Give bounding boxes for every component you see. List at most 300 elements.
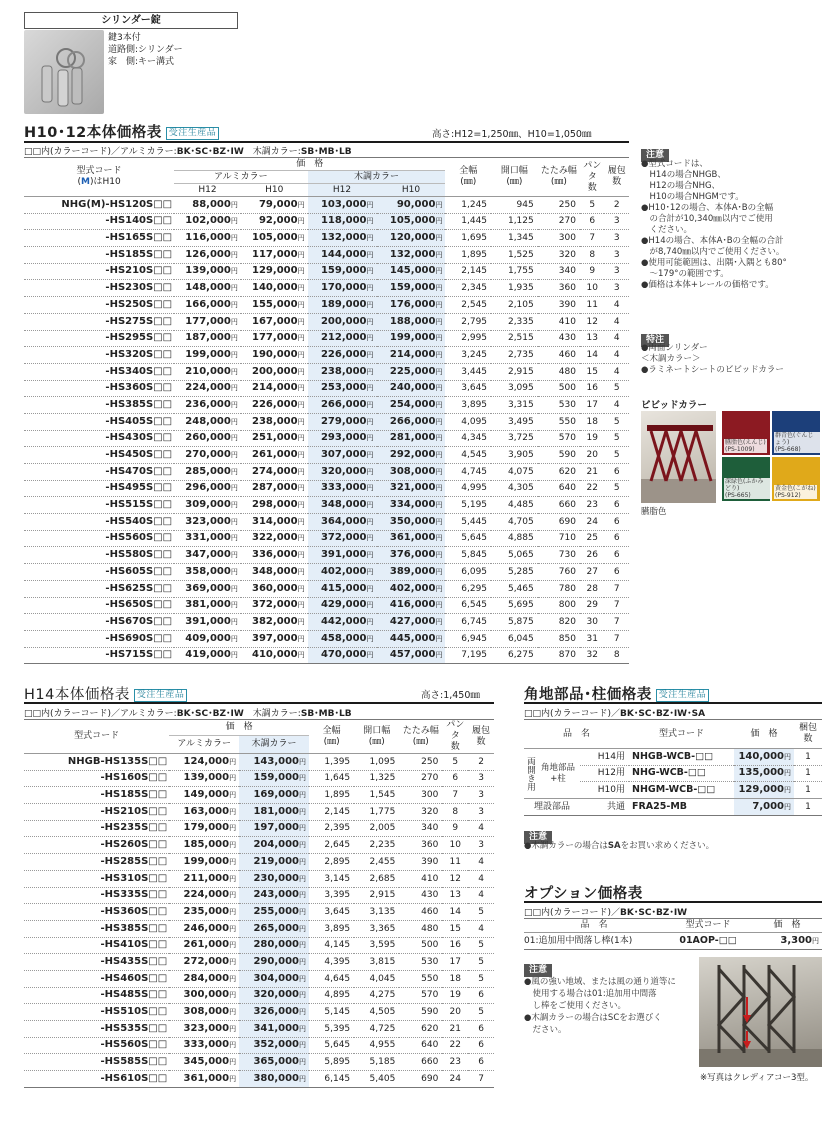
- price-al-h10: 214,000円: [241, 380, 308, 397]
- table-row: [24, 1037, 494, 1054]
- price-al-h10: 348,000円: [241, 564, 308, 581]
- folded-width: 390: [399, 854, 442, 871]
- vivid-swatches: [722, 411, 822, 503]
- price-wd-h12: 429,000円: [308, 597, 377, 614]
- pantograph-count: 11: [580, 297, 604, 314]
- model-code: -HS485S□□: [24, 987, 169, 1004]
- opening-width: 4,275: [354, 987, 399, 1004]
- vivid-caption: 臙脂色: [641, 507, 667, 517]
- caster-count: 6: [604, 497, 629, 514]
- model-code: -HS540S□□: [24, 514, 174, 531]
- note-line: ～179°の範囲です。: [641, 269, 729, 279]
- model-code: -HS275S□□: [24, 313, 174, 330]
- model-code: -HS515S□□: [24, 497, 174, 514]
- model-code: NHG-WCB-□□: [629, 765, 734, 782]
- caster-count: 2: [604, 197, 629, 214]
- price-wd-h12: 279,000円: [308, 413, 377, 430]
- note-line: が8,740㎜以内でご使用ください。: [641, 247, 785, 257]
- caster-count: 5: [604, 447, 629, 464]
- price-al-h10: 200,000円: [241, 363, 308, 380]
- col-price: 価 格: [752, 919, 822, 933]
- pantograph-count: 17: [580, 397, 604, 414]
- table-row: [24, 820, 494, 837]
- height-label: H12用: [580, 765, 629, 782]
- price-wd-h10: 389,000円: [377, 564, 446, 581]
- caster-count: 5: [604, 413, 629, 430]
- price-al-h12: 358,000円: [174, 564, 241, 581]
- model-code: -HS510S□□: [24, 1004, 169, 1021]
- option-note-line: ださい。: [524, 1025, 567, 1035]
- price-wd-h12: 212,000円: [308, 330, 377, 347]
- pantograph-count: 5: [442, 754, 468, 771]
- folded-width: 590: [399, 1004, 442, 1021]
- color-swatch: [722, 457, 770, 501]
- folded-width: 410: [399, 870, 442, 887]
- price-al: 361,000円: [169, 1071, 239, 1088]
- price-wd-h12: 415,000円: [308, 580, 377, 597]
- table-row: [24, 614, 629, 631]
- pantograph-count: 6: [580, 213, 604, 230]
- price-al: 308,000円: [169, 1004, 239, 1021]
- pantograph-count: 7: [442, 787, 468, 804]
- price-wd-h12: 391,000円: [308, 547, 377, 564]
- price-al: 323,000円: [169, 1021, 239, 1038]
- model-code: -HS580S□□: [24, 547, 174, 564]
- price-al-h12: 409,000円: [174, 630, 241, 647]
- model-code: -HS210S□□: [24, 263, 174, 280]
- col-wd-h10: H10: [377, 184, 446, 197]
- table-row: [24, 870, 494, 887]
- table-row: [24, 770, 494, 787]
- folded-width: 480: [538, 363, 580, 380]
- price-wd-h10: 292,000円: [377, 447, 446, 464]
- table-row: [524, 749, 822, 766]
- price-cell: 135,000円: [734, 765, 794, 782]
- caster-count: 6: [604, 547, 629, 564]
- qty-cell: 1: [794, 782, 822, 799]
- folded-width: 800: [538, 597, 580, 614]
- price-al: 246,000円: [169, 920, 239, 937]
- h14-color-line: □□内(カラーコード)／アルミカラー:BK･SC･BZ･IW 木調カラー:SB･MB･LB: [24, 709, 352, 719]
- pantograph-count: 19: [580, 430, 604, 447]
- folded-width: 430: [399, 887, 442, 904]
- price-wd: 219,000円: [239, 854, 309, 871]
- pantograph-count: 12: [442, 870, 468, 887]
- price-wd-h12: 170,000円: [308, 280, 377, 297]
- table-row: [24, 413, 629, 430]
- buried-part-name: 埋設部品: [524, 799, 580, 816]
- opening-width: 6,045: [491, 630, 538, 647]
- price-al-h10: 360,000円: [241, 580, 308, 597]
- opening-width: 5,695: [491, 597, 538, 614]
- table-row: [24, 580, 629, 597]
- made-to-order-badge: 受注生産品: [656, 689, 710, 702]
- opening-width: 3,905: [491, 447, 538, 464]
- table-row: [24, 247, 629, 264]
- cylinder-key-image: [24, 30, 104, 114]
- pantograph-count: 17: [442, 954, 468, 971]
- price-al: 261,000円: [169, 937, 239, 954]
- opening-width: 2,515: [491, 330, 538, 347]
- opening-width: 1,345: [491, 230, 538, 247]
- opening-width: 2,685: [354, 870, 399, 887]
- model-code: -HS690S□□: [24, 630, 174, 647]
- col-folded: たたみ幅 (㎜): [538, 158, 580, 197]
- full-width: 6,945: [445, 630, 491, 647]
- price-al-h10: 322,000円: [241, 530, 308, 547]
- caster-count: 6: [468, 987, 494, 1004]
- price-al-h10: 251,000円: [241, 430, 308, 447]
- col-pantograph: パンタ 数: [442, 720, 468, 754]
- folded-width: 820: [538, 614, 580, 631]
- caster-count: 5: [604, 480, 629, 497]
- opening-width: 5,465: [491, 580, 538, 597]
- caster-count: 7: [604, 630, 629, 647]
- pantograph-count: 21: [580, 464, 604, 481]
- col-price: 価 格: [169, 720, 309, 736]
- full-width: 4,395: [309, 954, 354, 971]
- folded-width: 250: [399, 754, 442, 771]
- full-width: 2,345: [445, 280, 491, 297]
- opening-width: 2,455: [354, 854, 399, 871]
- folded-width: 690: [399, 1071, 442, 1088]
- price-al: 272,000円: [169, 954, 239, 971]
- model-code: -HS435S□□: [24, 954, 169, 971]
- col-width: 全幅 (㎜): [445, 158, 491, 197]
- pantograph-count: 18: [442, 970, 468, 987]
- price-al-h10: 155,000円: [241, 297, 308, 314]
- pantograph-count: 20: [580, 447, 604, 464]
- full-width: 6,145: [309, 1071, 354, 1088]
- model-code: -HS185S□□: [24, 247, 174, 264]
- folded-width: 300: [399, 787, 442, 804]
- features-list: [641, 343, 821, 376]
- opening-width: 1,755: [491, 263, 538, 280]
- table-row: [524, 799, 822, 816]
- color-swatch: [772, 457, 820, 501]
- price-wd-h12: 103,000円: [308, 197, 377, 214]
- pantograph-count: 8: [580, 247, 604, 264]
- model-code: -HS210S□□: [24, 804, 169, 821]
- table-row: [24, 804, 494, 821]
- h1012-color-line: □□内(カラーコード)／アルミカラー:BK･SC･BZ･IW 木調カラー:SB･MB･LB: [24, 147, 352, 157]
- folded-width: 550: [538, 413, 580, 430]
- price-al-h10: 372,000円: [241, 597, 308, 614]
- pantograph-count: 32: [580, 647, 604, 664]
- full-width: 5,645: [445, 530, 491, 547]
- price-al-h12: 177,000円: [174, 313, 241, 330]
- caster-count: 4: [604, 397, 629, 414]
- price-cell: 140,000円: [734, 749, 794, 766]
- price-wd-h10: 308,000円: [377, 464, 446, 481]
- h14-title: H14本体価格表 受注生産品: [24, 683, 187, 704]
- model-code: -HS410S□□: [24, 937, 169, 954]
- cylinder-spec-line: 鍵3本付: [108, 33, 141, 43]
- price-al-h12: 139,000円: [174, 263, 241, 280]
- col-width: 全幅 (㎜): [309, 720, 354, 754]
- price-al: 149,000円: [169, 787, 239, 804]
- price-wd-h10: 402,000円: [377, 580, 446, 597]
- price-wd: 181,000円: [239, 804, 309, 821]
- folded-width: 320: [538, 247, 580, 264]
- col-aluminum: アルミカラー: [169, 736, 239, 754]
- table-row: [24, 1054, 494, 1071]
- table-row: [24, 197, 629, 214]
- part-label: 角地部品+柱: [536, 749, 580, 799]
- pantograph-count: 26: [580, 547, 604, 564]
- price-wd-h12: 402,000円: [308, 564, 377, 581]
- price-al: 185,000円: [169, 837, 239, 854]
- full-width: 3,895: [309, 920, 354, 937]
- caster-count: 4: [468, 854, 494, 871]
- note-line: H12の場合NHG、: [641, 181, 721, 191]
- model-code: -HS535S□□: [24, 1021, 169, 1038]
- model-code: -HS450S□□: [24, 447, 174, 464]
- full-width: 1,245: [445, 197, 491, 214]
- caster-count: 4: [468, 870, 494, 887]
- pantograph-count: 10: [580, 280, 604, 297]
- full-width: 5,445: [445, 514, 491, 531]
- opening-width: 3,095: [491, 380, 538, 397]
- model-code: -HS585S□□: [24, 1054, 169, 1071]
- price-al-h10: 92,000円: [241, 213, 308, 230]
- price-al: 300,000円: [169, 987, 239, 1004]
- opening-width: 1,545: [354, 787, 399, 804]
- opening-width: 1,095: [354, 754, 399, 771]
- table-row: [24, 630, 629, 647]
- table-row: [24, 954, 494, 971]
- price-wd-h10: 159,000円: [377, 280, 446, 297]
- model-code: NHG(M)-HS120S□□: [24, 197, 174, 214]
- price-al-h10: 129,000円: [241, 263, 308, 280]
- caster-count: 5: [468, 904, 494, 921]
- opening-width: 4,045: [354, 970, 399, 987]
- price-al-h10: 298,000円: [241, 497, 308, 514]
- price-al-h12: 381,000円: [174, 597, 241, 614]
- table-row: [24, 754, 494, 771]
- option-title: オプション価格表: [524, 886, 643, 902]
- caster-count: 4: [604, 347, 629, 364]
- model-code: -HS670S□□: [24, 614, 174, 631]
- caster-count: 4: [468, 820, 494, 837]
- price-wd: 230,000円: [239, 870, 309, 887]
- folded-width: 780: [538, 580, 580, 597]
- made-to-order-badge: 受注生産品: [166, 127, 220, 140]
- full-width: 1,895: [309, 787, 354, 804]
- price-wd-h10: 120,000円: [377, 230, 446, 247]
- caster-count: 4: [468, 887, 494, 904]
- corner-title: 角地部品･柱価格表 受注生産品: [524, 683, 709, 704]
- caster-count: 3: [604, 263, 629, 280]
- note-line: H10の場合NHGMです。: [641, 192, 744, 202]
- price-wd-h10: 376,000円: [377, 547, 446, 564]
- model-code: -HS560S□□: [24, 1037, 169, 1054]
- price-al-h12: 323,000円: [174, 514, 241, 531]
- full-width: 2,145: [445, 263, 491, 280]
- price-wd: 265,000円: [239, 920, 309, 937]
- full-width: 3,395: [309, 887, 354, 904]
- full-width: 2,145: [309, 804, 354, 821]
- col-casters: 履包 数: [468, 720, 494, 754]
- folded-width: 640: [399, 1037, 442, 1054]
- full-width: 5,645: [309, 1037, 354, 1054]
- option-note-line: ●風の強い地域、または風の通り道等に: [524, 977, 676, 987]
- col-name: 品 名: [524, 720, 629, 749]
- pantograph-count: 5: [580, 197, 604, 214]
- price-al-h12: 331,000円: [174, 530, 241, 547]
- table-row: [24, 347, 629, 364]
- caster-count: 7: [468, 1071, 494, 1088]
- price-al-h10: 238,000円: [241, 413, 308, 430]
- opening-width: 5,285: [491, 564, 538, 581]
- full-width: 3,245: [445, 347, 491, 364]
- pantograph-count: 10: [442, 837, 468, 854]
- folded-width: 690: [538, 514, 580, 531]
- price-wd-h10: 321,000円: [377, 480, 446, 497]
- price-wd: 197,000円: [239, 820, 309, 837]
- price-wd-h10: 240,000円: [377, 380, 446, 397]
- price-wd: 326,000円: [239, 1004, 309, 1021]
- opening-width: 2,235: [354, 837, 399, 854]
- qty-cell: 1: [794, 799, 822, 816]
- pantograph-count: 19: [442, 987, 468, 1004]
- model-code: FRA25-MB: [629, 799, 734, 816]
- price-wd: 255,000円: [239, 904, 309, 921]
- vivid-photo: [641, 411, 716, 503]
- full-width: 2,395: [309, 820, 354, 837]
- full-width: 4,145: [309, 937, 354, 954]
- price-wd: 380,000円: [239, 1071, 309, 1088]
- caster-count: 6: [468, 1021, 494, 1038]
- price-wd-h10: 350,000円: [377, 514, 446, 531]
- model-code: -HS320S□□: [24, 347, 174, 364]
- col-opening: 開口幅 (㎜): [354, 720, 399, 754]
- model-code: -HS360S□□: [24, 904, 169, 921]
- table-row: [24, 837, 494, 854]
- opening-width: 3,365: [354, 920, 399, 937]
- price-al-h12: 260,000円: [174, 430, 241, 447]
- caster-count: 5: [468, 970, 494, 987]
- opening-width: 1,125: [491, 213, 538, 230]
- full-width: 2,995: [445, 330, 491, 347]
- model-code: -HS460S□□: [24, 970, 169, 987]
- price-al-h10: 190,000円: [241, 347, 308, 364]
- folded-width: 460: [399, 904, 442, 921]
- caster-count: 6: [468, 1037, 494, 1054]
- price-al-h12: 224,000円: [174, 380, 241, 397]
- price-wd-h10: 176,000円: [377, 297, 446, 314]
- table-row: [24, 480, 629, 497]
- features-label: 特注: [641, 327, 669, 347]
- price-al-h10: 314,000円: [241, 514, 308, 531]
- option-note-line: し棒をご使用ください。: [524, 1001, 627, 1011]
- cylinder-spec-line: 道路側:シリンダー: [108, 45, 183, 55]
- full-width: 6,095: [445, 564, 491, 581]
- price-wd-h10: 214,000円: [377, 347, 446, 364]
- pantograph-count: 27: [580, 564, 604, 581]
- caster-count: 4: [604, 363, 629, 380]
- table-row: [24, 280, 629, 297]
- swatch-label: 深緑色(ふかみどり) (PS-665): [724, 478, 770, 499]
- col-opening: 開口幅 (㎜): [491, 158, 538, 197]
- opening-width: 4,485: [491, 497, 538, 514]
- price-wd-h12: 320,000円: [308, 464, 377, 481]
- col-wd-h12: H12: [308, 184, 377, 197]
- price-al-h12: 369,000円: [174, 580, 241, 597]
- price-al-h12: 270,000円: [174, 447, 241, 464]
- price-al-h10: 397,000円: [241, 630, 308, 647]
- caster-count: 8: [604, 647, 629, 664]
- opening-width: 4,505: [354, 1004, 399, 1021]
- model-code: -HS260S□□: [24, 837, 169, 854]
- model-code: -HS310S□□: [24, 870, 169, 887]
- model-code: -HS185S□□: [24, 787, 169, 804]
- price-wd-h10: 334,000円: [377, 497, 446, 514]
- swatch-label: 群青色(ぐんじょう) (PS-668): [774, 432, 820, 453]
- note-line: ●価格は本体+レールの価格です。: [641, 280, 774, 290]
- price-wd: 280,000円: [239, 937, 309, 954]
- model-code: -HS165S□□: [24, 230, 174, 247]
- price-wd-h12: 307,000円: [308, 447, 377, 464]
- pantograph-count: 21: [442, 1021, 468, 1038]
- opening-width: 5,185: [354, 1054, 399, 1071]
- option-color-line: □□内(カラーコード)／BK･SC･BZ･IW: [524, 908, 688, 918]
- model-code: -HS230S□□: [24, 280, 174, 297]
- full-width: 5,195: [445, 497, 491, 514]
- table-row: [24, 564, 629, 581]
- pantograph-count: 6: [442, 770, 468, 787]
- price-al: 284,000円: [169, 970, 239, 987]
- full-width: 1,395: [309, 754, 354, 771]
- model-code: -HS250S□□: [24, 297, 174, 314]
- caster-count: 6: [604, 530, 629, 547]
- table-row: [24, 363, 629, 380]
- price-al-h10: 177,000円: [241, 330, 308, 347]
- swatch-label: 黄金色(こがね) (PS-912): [775, 485, 816, 499]
- corner-note: ●木調カラーの場合はSAをお買い求めください。: [524, 841, 715, 851]
- pantograph-count: 16: [442, 937, 468, 954]
- table-row: [24, 447, 629, 464]
- price-cell: 129,000円: [734, 782, 794, 799]
- caster-count: 3: [468, 787, 494, 804]
- model-code: -HS295S□□: [24, 330, 174, 347]
- price-al-h12: 88,000円: [174, 197, 241, 214]
- model-code: -HS360S□□: [24, 380, 174, 397]
- pantograph-count: 24: [580, 514, 604, 531]
- price-al-h12: 116,000円: [174, 230, 241, 247]
- option-rule: [524, 901, 822, 903]
- folded-width: 530: [538, 397, 580, 414]
- folded-width: 550: [399, 970, 442, 987]
- price-wd-h12: 333,000円: [308, 480, 377, 497]
- opening-width: 4,705: [491, 514, 538, 531]
- feature-item: ●両面シリンダー: [641, 343, 708, 353]
- table-row: [24, 647, 629, 664]
- price-wd-h10: 457,000円: [377, 647, 446, 664]
- opening-width: 1,525: [491, 247, 538, 264]
- price-wd-h12: 372,000円: [308, 530, 377, 547]
- caster-count: 7: [604, 614, 629, 631]
- price-al-h12: 296,000円: [174, 480, 241, 497]
- pantograph-count: 29: [580, 597, 604, 614]
- h14-height-note: 高さ:1,450㎜: [421, 690, 480, 701]
- table-row: [24, 920, 494, 937]
- folded-width: 340: [538, 263, 580, 280]
- price-al-h12: 347,000円: [174, 547, 241, 564]
- table-row: [24, 230, 629, 247]
- folded-width: 360: [399, 837, 442, 854]
- price-al-h12: 391,000円: [174, 614, 241, 631]
